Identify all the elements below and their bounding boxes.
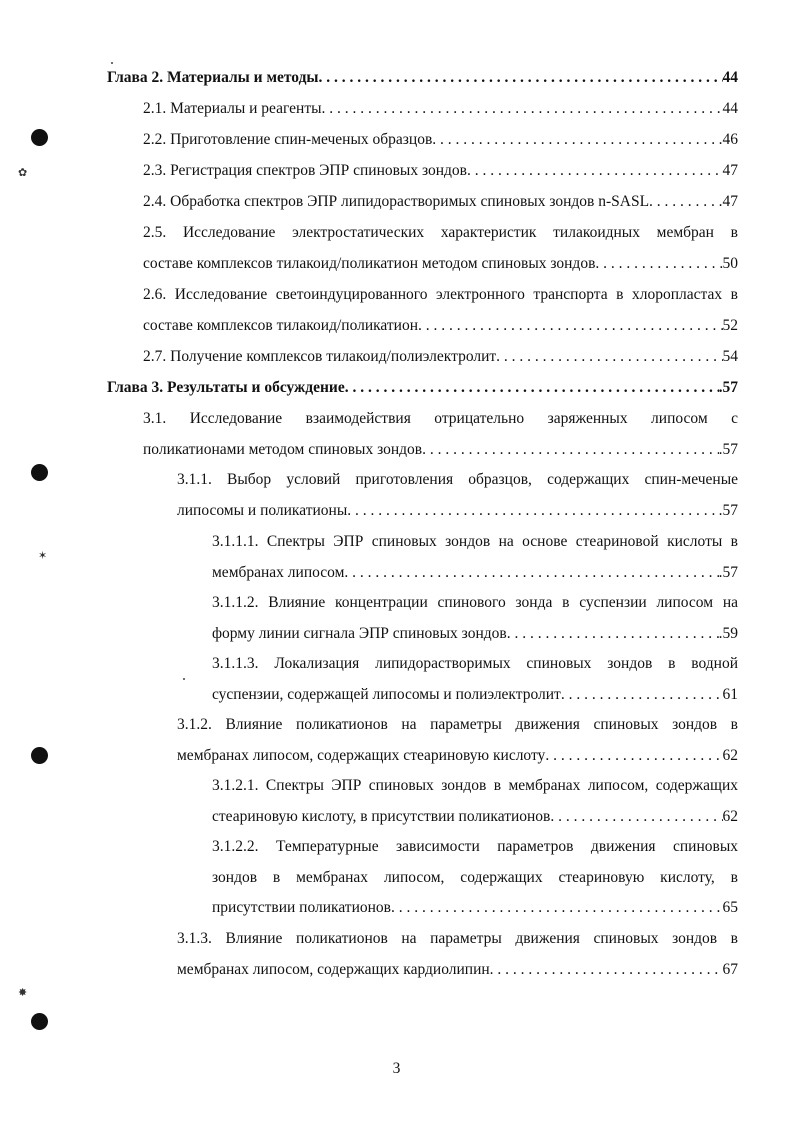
page-number: 3: [392, 1060, 401, 1077]
toc-entry-2-4[interactable]: 2.4. Обработка спектров ЭПР липидорастворимых спиновых зондов n-SASL . . . .47: [143, 191, 738, 213]
scan-artifact-icon: ✶: [38, 549, 48, 562]
toc-entry-3-1-line-2[interactable]: поликатионами методом спиновых зондов . . . .57: [143, 439, 738, 461]
binder-hole-mark: [31, 1013, 48, 1030]
toc-entry-3-1-3-line-1[interactable]: 3.1.3. Влияние поликатионов на параметры движения спиновых зондов в: [177, 930, 738, 947]
binder-hole-mark: [31, 129, 48, 146]
toc-entry-3-1-1-3-line-1[interactable]: 3.1.1.3. Локализация липидорастворимых спиновых зондов в водной: [212, 655, 738, 672]
toc-entry-3-1-2-2-line-2[interactable]: зондов в мембранах липосом, содержащих стеариновую кислоту, в: [212, 869, 738, 886]
toc-entry-3-1-2-2-line-3[interactable]: присутствии поликатионов . . . 65: [212, 897, 738, 919]
toc-entry-2-5-line-2[interactable]: составе комплексов тилакоид/поликатион методом спиновых зондов . . . 50: [143, 253, 738, 275]
toc-entry-2-5-line-1[interactable]: 2.5. Исследование электростатических характеристик тилакоидных мембран в: [143, 224, 738, 241]
toc-entry-2-1[interactable]: 2.1. Материалы и реагенты . . . 44: [143, 98, 738, 120]
toc-entry-2-3[interactable]: 2.3. Регистрация спектров ЭПР спиновых зондов . . . 47: [143, 160, 738, 182]
toc-entry-2-7[interactable]: 2.7. Получение комплексов тилакоид/полиэлектролит . . . 54: [143, 346, 738, 368]
toc-entry-3-1-line-1[interactable]: 3.1. Исследование взаимодействия отрицательно заряженных липосом с: [143, 410, 738, 427]
toc-entry-3-1-2-line-2[interactable]: мембранах липосом, содержащих стеариновую кислоту . . . 62: [177, 745, 738, 767]
toc-entry-2-2[interactable]: 2.2. Приготовление спин-меченых образцов . . . .46: [143, 129, 738, 151]
toc-entry-3-1-2-1-line-2[interactable]: стеариновую кислоту, в присутствии поликатионов . . . 62: [212, 806, 738, 828]
toc-entry-3-1-1-2-line-1[interactable]: 3.1.1.2. Влияние концентрации спинового зонда в суспензии липосом на: [212, 594, 738, 611]
toc-entry-chapter-2[interactable]: Глава 2. Материалы и методы . . . 44: [107, 67, 738, 89]
toc-entry-3-1-1-1-line-2[interactable]: мембранах липосом . . . .57: [212, 562, 738, 584]
scan-artifact-icon: ✿: [18, 166, 28, 179]
toc-entry-3-1-2-1-line-1[interactable]: 3.1.2.1. Спектры ЭПР спиновых зондов в мембранах липосом, содержащих: [212, 777, 738, 794]
scan-speck: [183, 678, 185, 680]
toc-entry-2-6-line-2[interactable]: составе комплексов тилакоид/поликатион . . . 52: [143, 315, 738, 337]
scan-artifact-icon: ✸: [18, 986, 28, 999]
toc-entry-3-1-1-3-line-2[interactable]: суспензии, содержащей липосомы и полиэлектролит . . . 61: [212, 684, 738, 706]
toc-entry-3-1-1-line-1[interactable]: 3.1.1. Выбор условий приготовления образцов, содержащих спин-меченые: [177, 471, 738, 488]
toc-entry-3-1-1-2-line-2[interactable]: форму линии сигнала ЭПР спиновых зондов . . . .59: [212, 623, 738, 645]
toc-entry-3-1-1-1-line-1[interactable]: 3.1.1.1. Спектры ЭПР спиновых зондов на основе стеариновой кислоты в: [212, 533, 738, 550]
toc-entry-3-1-2-2-line-1[interactable]: 3.1.2.2. Температурные зависимости параметров движения спиновых: [212, 838, 738, 855]
scan-speck: [111, 62, 113, 64]
toc-entry-3-1-2-line-1[interactable]: 3.1.2. Влияние поликатионов на параметры движения спиновых зондов в: [177, 716, 738, 733]
toc-entry-3-1-3-line-2[interactable]: мембранах липосом, содержащих кардиолипин . . . 67: [177, 959, 738, 981]
toc-entry-3-1-1-line-2[interactable]: липосомы и поликатионы . . . .57: [177, 500, 738, 522]
binder-hole-mark: [31, 747, 48, 764]
toc-entry-2-6-line-1[interactable]: 2.6. Исследование светоиндуцированного электронного транспорта в хлоропластах в: [143, 286, 738, 303]
toc-entry-chapter-3[interactable]: Глава 3. Результаты и обсуждение . . . .57: [107, 377, 738, 399]
binder-hole-mark: [31, 464, 48, 481]
